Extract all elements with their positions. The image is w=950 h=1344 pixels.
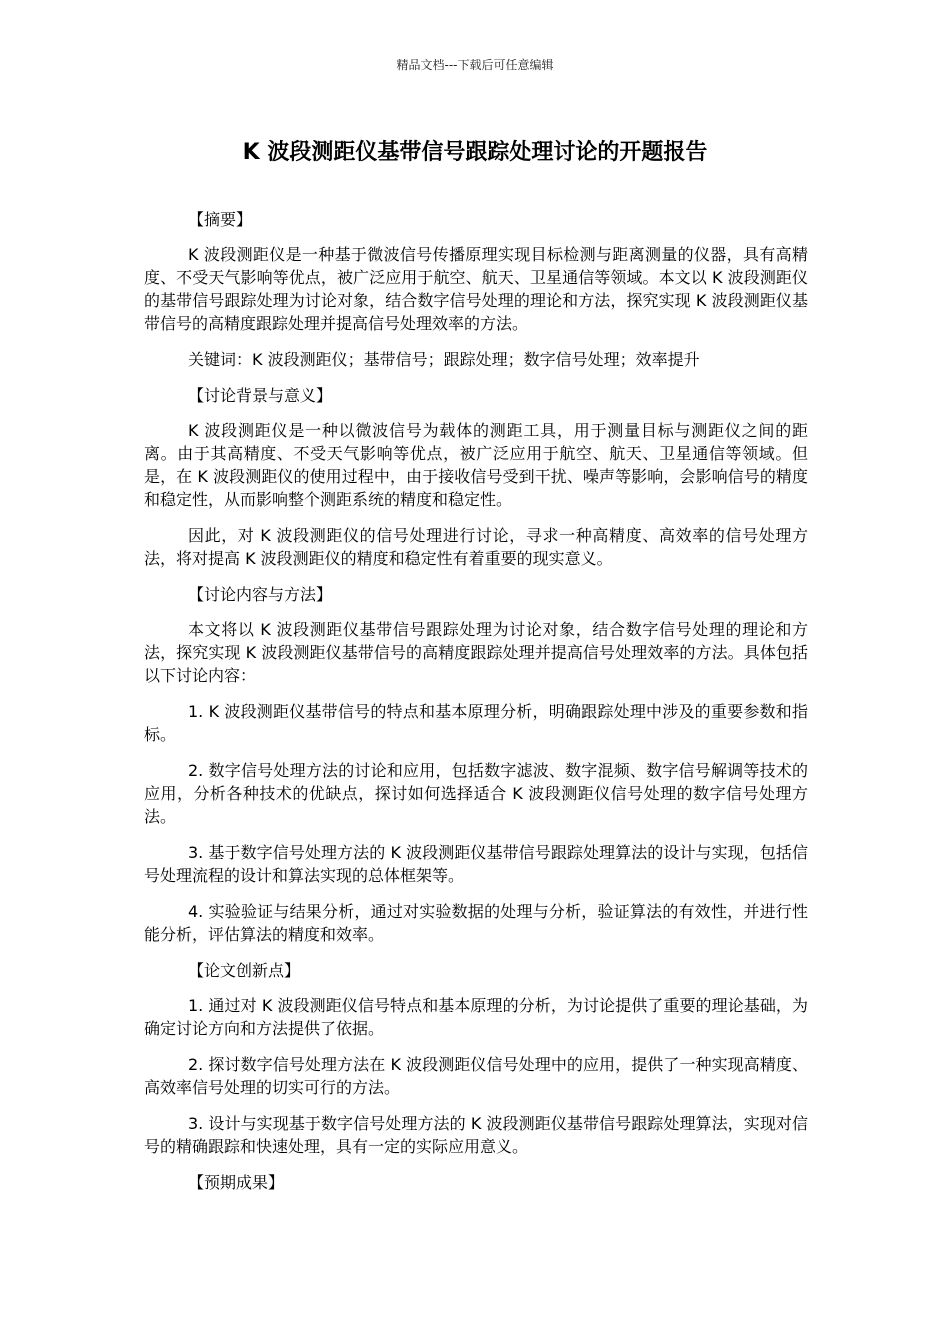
background-paragraph-1: K 波段测距仪是一种以微波信号为载体的测距工具，用于测量目标与测距仪之间的距离。由于其高精度、不受天气影响等优点，被广泛应用于航空、航天、卫星通信等领域。但是，在 K 波段测距仪的使用过程中，由于接收信号受到干扰、噪声等影响，会影响信号的精度和稳定性，从而影响整个测距系统的精度和稳定性。 [144,421,808,509]
keywords-line: 关键词：K 波段测距仪；基带信号；跟踪处理；数字信号处理；效率提升 [188,350,700,369]
document-title: K 波段测距仪基带信号跟踪处理讨论的开题报告 [242,140,708,165]
content-item-2: 2. 数字信号处理方法的讨论和应用，包括数字滤波、数字混频、数字信号解调等技术的应用，分析各种技术的优缺点，探讨如何选择适合 K 波段测距仪信号处理的数字信号处理方法。 [144,761,808,826]
section-heading-expected-results: 【预期成果】 [188,1173,285,1192]
content-method-intro: 本文将以 K 波段测距仪基带信号跟踪处理为讨论对象，结合数字信号处理的理论和方法，探究实现 K 波段测距仪基带信号的高精度跟踪处理并提高信号处理效率的方法。具体包括以下讨论内容： [144,620,808,685]
background-paragraph-2: 因此，对 K 波段测距仪的信号处理进行讨论，寻求一种高精度、高效率的信号处理方法，将对提高 K 波段测距仪的精度和稳定性有着重要的现实意义。 [144,526,808,568]
content-item-3: 3. 基于数字信号处理方法的 K 波段测距仪基带信号跟踪处理算法的设计与实现，包括信号处理流程的设计和算法实现的总体框架等。 [144,843,808,885]
abstract-paragraph: K 波段测距仪是一种基于微波信号传播原理实现目标检测与距离测量的仪器，具有高精度、不受天气影响等优点，被广泛应用于航空、航天、卫星通信等领域。本文以 K 波段测距仪的基带信号跟踪处理为讨论对象，结合数字信号处理的理论和方法，探究实现 K 波段测距仪基带信号的高精度跟踪处理并提高信号处理效率的方法。 [144,245,808,333]
section-heading-content-method: 【讨论内容与方法】 [188,585,333,604]
section-heading-background: 【讨论背景与意义】 [188,386,333,405]
section-heading-innovation: 【论文创新点】 [188,961,301,980]
innovation-item-1: 1. 通过对 K 波段测距仪信号特点和基本原理的分析，为讨论提供了重要的理论基础，为确定讨论方向和方法提供了依据。 [144,996,808,1038]
innovation-item-3: 3. 设计与实现基于数字信号处理方法的 K 波段测距仪基带信号跟踪处理算法，实现对信号的精确跟踪和快速处理，具有一定的实际应用意义。 [144,1114,808,1156]
page-header: 精品文档---下载后可任意编辑 [396,58,554,72]
document-body [144,208,808,1206]
innovation-item-2: 2. 探讨数字信号处理方法在 K 波段测距仪信号处理中的应用，提供了一种实现高精度、高效率信号处理的切实可行的方法。 [144,1055,808,1097]
content-item-1: 1. K 波段测距仪基带信号的特点和基本原理分析，明确跟踪处理中涉及的重要参数和指标。 [144,702,808,744]
section-heading-abstract: 【摘要】 [188,210,253,229]
content-item-4: 4. 实验验证与结果分析，通过对实验数据的处理与分析，验证算法的有效性，并进行性能分析，评估算法的精度和效率。 [144,902,808,944]
